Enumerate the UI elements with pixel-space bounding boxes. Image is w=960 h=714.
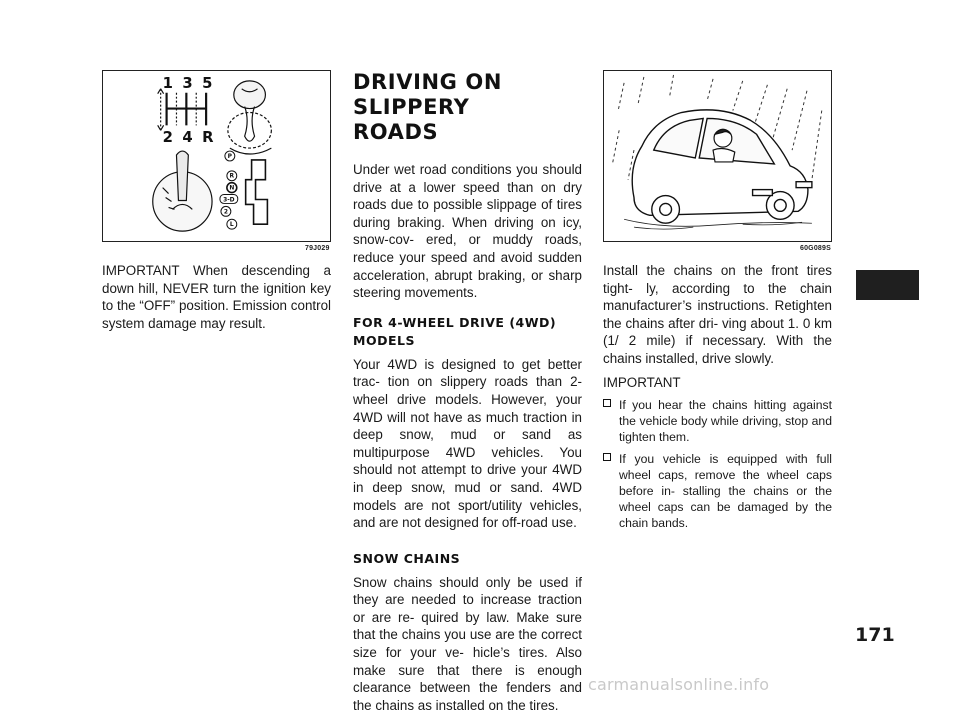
car-rain-figure <box>603 70 832 242</box>
gear-5-label: 5 <box>202 74 213 92</box>
page-number: 171 <box>855 624 895 646</box>
4wd-heading-line1: FOR 4-WHEEL DRIVE (4WD) <box>353 314 557 330</box>
section-title-line1: DRIVING ON SLIPPERY <box>353 70 503 119</box>
snow-chains-text: Snow chains should only be used if they are needed to increase traction or are re- quired by law. Make sure that the chains you use are the correct size for your ve- hicle’s tires. Also make sure that there is enough clearance between the fenders and the chains as installed on the tires. <box>353 574 582 713</box>
right-figure-code: 60G089S <box>800 245 831 252</box>
slippery-intro: Under wet road conditions you should drive at a lower speed than on dry roads due to possible slippage of tires during braking. When driving on icy, snow-cov- ered, or muddy roads, reduce your speed and avoid sudden acceleration, abrupt braking, or sharp steering movements. <box>353 162 582 301</box>
left-column <box>102 262 331 332</box>
section-title <box>353 70 582 145</box>
install-instructions: Install the chains on the front tires tight- ly, according to the chain manufacturer’s instructions. Retighten the chains after dri- ving about 1. 0 km (1/ 2 mile) if necessary. With the chains installed, drive slowly. <box>603 263 832 366</box>
auto-r-label: R <box>229 172 235 180</box>
four-wheel-drive-text: Your 4WD is designed to get better trac- tion on slippery roads than 2-wheel drive models. However, your 4WD will not have as much traction in deep snow, mud or sand as multipurpose 4WD vehicles. You should not attempt to drive your 4WD in deep snow, mud or sand. 4WD models are not sport/utility vehicles, and are not designed for off-road use. <box>353 356 582 531</box>
wet-road <box>624 219 812 229</box>
gear-4-label: 4 <box>182 129 193 147</box>
gear-shift-illustration <box>103 71 330 241</box>
car-in-rain-illustration <box>604 71 831 241</box>
watermark: carmanualsonline.info <box>588 675 770 694</box>
middle-column <box>353 70 582 714</box>
auto-3d-label: 3-D <box>223 196 235 204</box>
gear-r-label: R <box>202 129 214 147</box>
checkbox-bullet-icon <box>603 453 611 461</box>
snow-chains-heading: SNOW CHAINS <box>353 550 461 566</box>
bullet-item: If you vehicle is equipped with full wheel caps, remove the wheel caps before in- stalling the chains or the wheel caps can be damaged by the chain bands. <box>603 451 832 531</box>
important-bullets <box>603 397 832 531</box>
automatic-selector <box>153 151 268 231</box>
descending-warning: IMPORTANT When descending a down hill, NEVER turn the ignition key to the “OFF” position. Emission control system damage may result. <box>102 263 331 331</box>
four-wheel-drive-heading <box>353 314 582 350</box>
chapter-tab <box>856 270 919 300</box>
important-label: IMPORTANT <box>603 374 681 390</box>
auto-2-label: 2 <box>223 208 228 216</box>
gear-shift-figure <box>102 70 331 242</box>
gear-3-label: 3 <box>182 74 193 92</box>
auto-n-label: N <box>229 184 235 192</box>
4wd-heading-line2: MODELS <box>353 332 415 348</box>
auto-l-label: L <box>229 221 234 229</box>
manual-shift-knob <box>228 81 271 154</box>
right-column <box>603 262 832 537</box>
checkbox-bullet-icon <box>603 399 611 407</box>
section-title-line2: ROADS <box>353 120 439 144</box>
auto-p-label: P <box>227 152 233 160</box>
bullet-item: If you hear the chains hitting against the vehicle body while driving, stop and tighten them. <box>603 397 832 445</box>
gear-2-label: 2 <box>162 129 173 147</box>
car-outline <box>632 110 812 223</box>
manual-gear-pattern <box>158 89 206 131</box>
gear-1-label: 1 <box>162 74 173 92</box>
left-figure-code: 79J029 <box>305 245 330 252</box>
